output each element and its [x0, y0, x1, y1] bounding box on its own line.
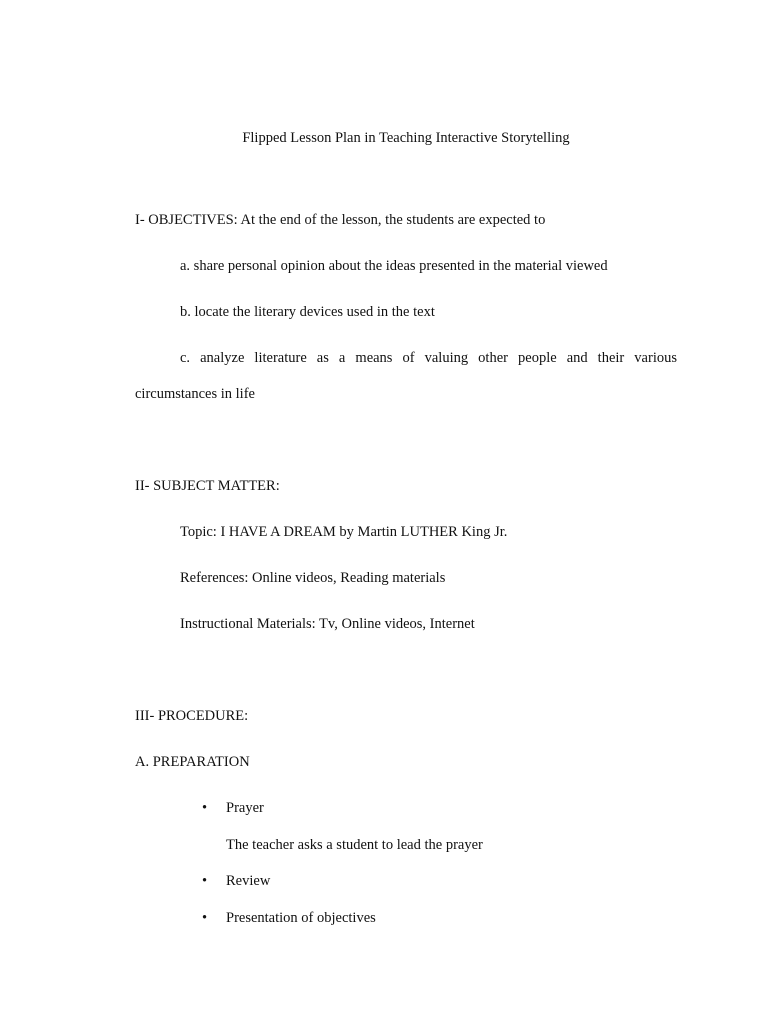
objective-item-c-continuation: circumstances in life	[135, 386, 255, 402]
objective-item-b: b. locate the literary devices used in the text	[180, 304, 435, 320]
document-title: Flipped Lesson Plan in Teaching Interactive Storytelling	[242, 130, 570, 146]
preparation-subheading: A. PREPARATION	[135, 754, 250, 770]
bullet-icon: •	[202, 910, 208, 926]
bullet-icon: •	[202, 873, 208, 889]
procedure-item-review: Review	[226, 873, 271, 889]
procedure-item-presentation: Presentation of objectives	[226, 910, 376, 926]
subject-references: References: Online videos, Reading materials	[180, 570, 446, 586]
procedure-item-prayer: Prayer	[226, 800, 264, 816]
subject-matter-heading: II- SUBJECT MATTER:	[135, 478, 280, 494]
subject-topic: Topic: I HAVE A DREAM by Martin LUTHER King Jr.	[180, 524, 508, 540]
objective-item-a: a. share personal opinion about the ideas presented in the material viewed	[180, 258, 608, 274]
bullet-icon: •	[202, 800, 208, 816]
objective-item-c: c. analyze literature as a means of valuing other people and their various	[180, 350, 677, 366]
subject-instructional-materials: Instructional Materials: Tv, Online videos, Internet	[180, 616, 475, 632]
procedure-item-prayer-detail: The teacher asks a student to lead the prayer	[226, 837, 483, 853]
procedure-heading: III- PROCEDURE:	[135, 708, 249, 724]
objectives-heading: I- OBJECTIVES: At the end of the lesson, the students are expected to	[135, 212, 546, 228]
